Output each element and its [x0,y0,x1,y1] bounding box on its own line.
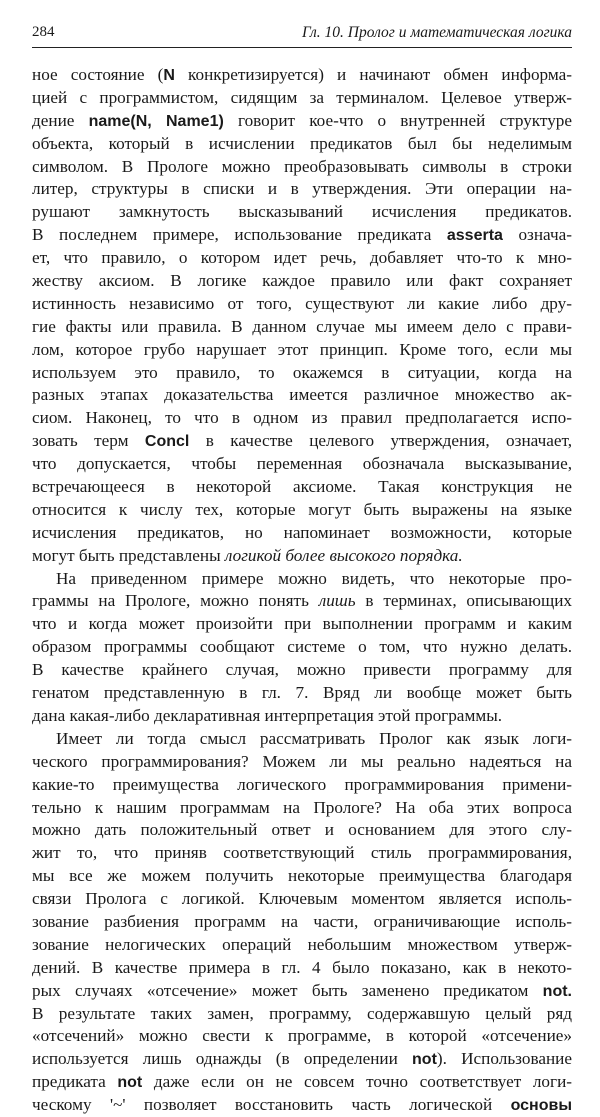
text-line [32,384,572,407]
text-line [32,590,572,613]
text-run: литер, структуры в списки и в утверждения. Эти операции на- [32,179,572,199]
text-run: ное состояние ( [32,65,164,84]
text-run: ческого программирования? Можем ли мы реально надеяться на [32,751,572,771]
text-run: в терминах, описывающих [355,591,572,611]
text-run: зование разбиения программ на части, ограничивающие исполь- [32,911,572,931]
text-run: гие факты или правила. В данном случае мы имеем дело с прави- [32,316,572,336]
text-line [32,980,572,1003]
code-term: N [163,67,175,84]
page-number: 284 [32,24,55,40]
text-line [32,110,572,133]
text-run: что допускается, чтобы переменная обозначала высказывание, [32,454,572,474]
text-run: Имеет ли тогда смысл рассматривать Пролог как язык логи- [56,728,572,748]
emphasis-text: логикой более высокого порядка. [224,545,463,565]
text-line [32,728,572,751]
code-term: not. [542,982,572,1000]
text-line [32,888,572,911]
text-run: ческому '~' позволяет восстановить часть логической [32,1095,511,1115]
text-line [32,911,572,934]
text-run: В качестве крайнего случая, можно привести программу для [32,660,572,680]
text-run: зовать терм [32,431,145,451]
text-run: связи Пролога с логикой. Ключевым моментом является исполь- [32,889,572,909]
text-run: говорит кое-что о внутренней структуре [223,110,572,130]
text-run: лом, которое грубо нарушает этот принцип. Кроме того, если мы [32,339,572,359]
text-run: рых случаях «отсечение» может быть заменено предикатом [32,980,543,1000]
text-run: В последнем примере, использование предиката [32,225,447,245]
text-run: На приведенном примере можно видеть, что некоторые про- [56,568,572,588]
text-line [32,1025,572,1048]
text-run: цией с программистом, сидящим за терминалом. Целевое утверж- [32,87,572,107]
text-line [32,499,572,522]
code-term: Concl [144,433,190,451]
text-line [32,819,572,842]
text-run: встречающееся в некоторой аксиоме. Такая конструкция не [32,477,572,497]
text-line [32,270,572,293]
text-run: ет, что правило, о котором идет речь, добавляет что-то к мно- [32,248,572,268]
code-term: name(N, Name1) [88,112,224,130]
text-run: зование нелогических операций небольшим множеством утверж- [32,934,572,954]
text-line [32,178,572,201]
text-line [32,522,572,545]
text-line [32,842,572,865]
text-line [32,407,572,430]
text-line [32,293,572,316]
text-line [32,87,572,110]
text-run: можно дать положительный ответ и основанием для этого слу- [32,820,572,840]
text-run: что и когда может произойти при выполнении программ и каким [32,614,572,634]
text-run: могут быть представлены [32,545,225,565]
text-run: используем это правило, то окажемся в ситуации, когда на [32,362,572,382]
text-line [32,613,572,636]
text-line [32,659,572,682]
text-run: используется лишь однажды (в определении [32,1049,413,1069]
text-line [32,1003,572,1026]
text-run: В результате таких замен, программу, содержавшую целый ряд [32,1003,572,1023]
text-line [32,339,572,362]
text-run: в качестве целевого утверждения, означает, [189,431,572,451]
text-line [32,64,572,87]
text-run: истинность независимо от того, существуют ли какие либо дру- [32,293,572,313]
text-line [32,545,572,568]
text-run: генатом представленную в гл. 7. Вряд ли вообще может быть [32,683,572,703]
text-run: конкретизируется) и начинают обмен информа- [174,65,572,84]
text-line [32,774,572,797]
page-header [32,22,572,46]
code-term: основы [510,1097,572,1115]
text-run: объекта, который в исчислении предикатов был бы неделимым [32,133,572,153]
text-run: образом программы сообщают системе о том, что нужно делать. [32,637,572,657]
text-run: предиката [32,1072,118,1092]
running-title: Гл. 10. Пролог и математическая логика [302,24,572,41]
text-line [32,316,572,339]
text-run: какие-то преимущества логического программирования примени- [32,774,572,794]
text-run: дений. В качестве примера в гл. 4 было показано, как в некото- [32,957,572,977]
text-line [32,1071,572,1094]
text-line [32,751,572,774]
text-run: исчисления предикатов, но напоминает возможности, которые [32,522,572,542]
text-line [32,247,572,270]
text-run: рушают замкнутость высказываний исчисления предикатов. [32,202,572,222]
text-run: «отсечений» можно свести к программе, в которой «отсечение» [32,1026,572,1046]
text-line [32,224,572,247]
text-run: дение [32,110,89,130]
emphasis-text: лишь [318,591,356,611]
text-run: мы все же можем получить некоторые преимущества благодаря [32,866,572,886]
text-line [32,362,572,385]
text-run: разных этапах доказательства имеется различное множество ак- [32,385,572,405]
page-body [32,64,572,1117]
text-line [32,1048,572,1071]
text-line [32,636,572,659]
text-line [32,705,572,728]
text-run: означа- [502,225,572,245]
text-run: жит то, что приняв соответствующий стиль программирования, [32,843,572,863]
text-line [32,957,572,980]
text-run: ). Использование [436,1049,572,1069]
header-rule [32,47,572,48]
text-line [32,201,572,224]
text-run: относится к числу тех, которые могут быть выражены на языке [32,499,572,519]
text-run: дана какая-либо декларативная интерпретация этой программы. [32,705,503,725]
text-line [32,430,572,453]
text-run: тельно к нашим программам на Прологе? На оба этих вопроса [32,797,572,817]
text-line [32,568,572,591]
text-run: даже если он не совсем точно соответствует логи- [142,1072,572,1092]
text-line [32,453,572,476]
text-line [32,797,572,820]
text-run: символом. В Прологе можно преобразовывать символы в строки [32,156,572,176]
text-run: сиом. Наконец, то что в одном из правил предполагается испо- [32,408,572,428]
text-line [32,934,572,957]
text-line [32,133,572,156]
text-line [32,1094,572,1117]
text-line [32,865,572,888]
text-line [32,156,572,179]
text-line [32,476,572,499]
text-run: жеству аксиом. В логике каждое правило или факт сохраняет [32,271,572,291]
text-run: граммы на Прологе, можно понять [32,591,319,611]
code-term: not [412,1051,437,1069]
text-line [32,682,572,705]
code-term: asserta [446,227,503,245]
code-term: not [117,1074,143,1092]
